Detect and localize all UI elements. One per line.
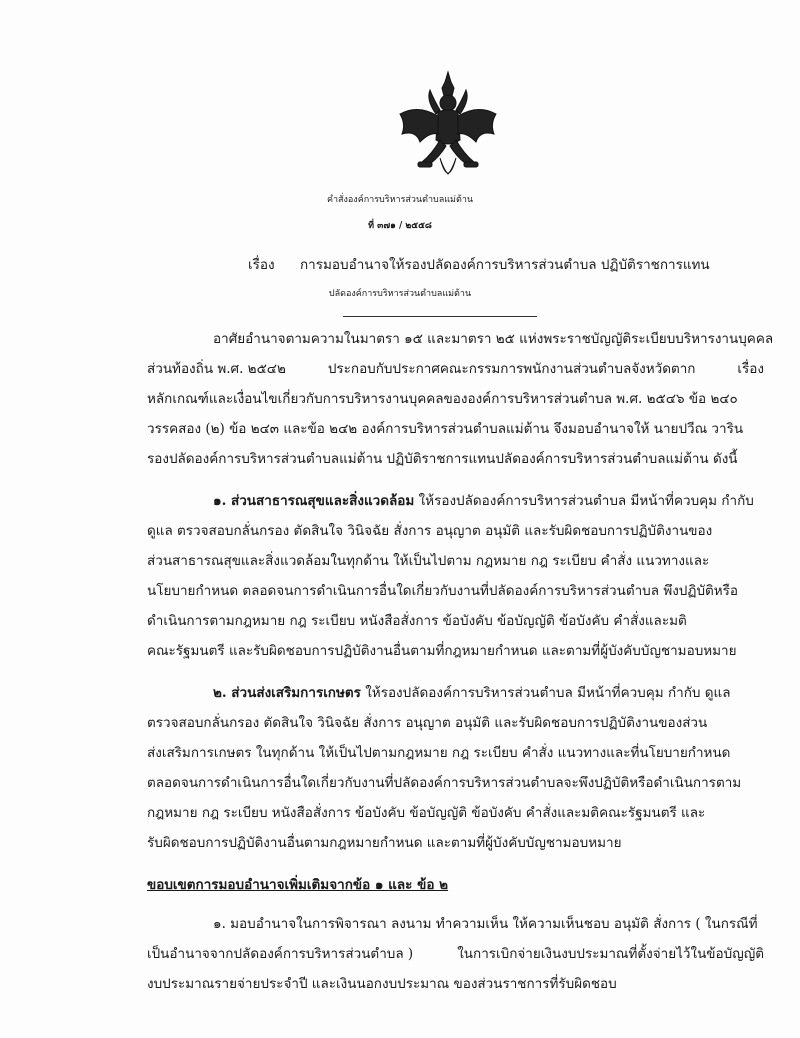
intro-line-2b: ประกอบกับประกาศคณะกรรมการพนักงานส่วนตำบลจังหวัดตาก — [327, 361, 696, 377]
order-title: คำสั่งองค์การบริหารส่วนตำบลแม่ต้าน — [326, 195, 474, 205]
section-2-heading: ๒. ส่วนส่งเสริมการเกษตร — [213, 685, 361, 701]
scope-item-1-line-1: ๑. มอบอำนาจในการพิจารณา ลงนาม ทำความเห็น ให้ความเห็นชอบ อนุมัติ สั่งการ ( ในกรณีที่ — [213, 916, 758, 932]
order-number: ที่ ๓๗๑ / ๒๕๕๘ — [368, 221, 432, 231]
section-1-line-5: ดำเนินการตามกฎหมาย กฎ ระเบียบ หนังสือสั่งการ ข้อบังคับ ข้อบัญญัติ ข้อบังคับ คำสั่งและมติ — [147, 613, 687, 629]
intro-line-2c: เรื่อง — [737, 361, 764, 377]
garuda-emblem-icon — [396, 70, 500, 188]
section-2-line-5: กฎหมาย กฎ ระเบียบ หนังสือสั่งการ ข้อบังคับ ข้อบัญญัติ ข้อบังคับ คำสั่งและมติคณะรัฐมนตรี และ — [147, 805, 706, 821]
scope-item-1-line-3: งบประมาณรายจ่ายประจำปี และเงินนอกงบประมาณ ของส่วนราชการที่รับผิดชอบ — [147, 976, 617, 992]
divider-line — [343, 316, 537, 317]
intro-line-5: รองปลัดองค์การบริหารส่วนตำบลแม่ต้าน ปฏิบัติราชการแทนปลัดองค์การบริหารส่วนตำบลแม่ต้าน ดังนี้ — [147, 451, 738, 467]
section-2-line-4: ตลอดจนการดำเนินการอื่นใดเกี่ยวกับงานที่ปลัดองค์การบริหารส่วนตำบลจะพึงปฏิบัติหรือดำเนินการตาม — [147, 775, 742, 791]
section-1-line-1-text: ให้รองปลัดองค์การบริหารส่วนตำบล มีหน้าที่ควบคุม กำกับ — [414, 493, 754, 509]
section-1-line-2: ดูแล ตรวจสอบกลั่นกรอง ตัดสินใจ วินิจฉัย สั่งการ อนุญาต อนุมัติ และรับผิดชอบการปฏิบัติงานของ — [147, 523, 713, 539]
scope-heading: ขอบเขตการมอบอำนาจเพิ่มเติมจากข้อ ๑ และ ข้อ ๒ — [147, 877, 449, 893]
scope-item-1-line-2 — [147, 945, 764, 963]
scope-item-1-line-2a: เป็นอำนาจจากปลัดองค์การบริหารส่วนตำบล ) — [147, 946, 414, 962]
subject-label: เรื่อง — [248, 257, 275, 273]
subject-line-1: การมอบอำนาจให้รองปลัดองค์การบริหารส่วนตำบล ปฏิบัติราชการแทน — [300, 257, 710, 273]
section-1-line-6: คณะรัฐมนตรี และรับผิดชอบการปฏิบัติงานอื่นตามที่กฎหมายกำหนด และตามที่ผู้บังคับบัญชามอบหมาย — [147, 643, 737, 659]
intro-line-1: อาศัยอำนาจตามความในมาตรา ๑๕ และมาตรา ๒๕ แห่งพระราชบัญญัติระเบียบบริหารงานบุคคล — [213, 331, 774, 347]
intro-line-3: หลักเกณฑ์และเงื่อนไขเกี่ยวกับการบริหารงานบุคคลขององค์การบริหารส่วนตำบล พ.ศ. ๒๕๔๖ ข้อ ๒๔๐ — [147, 391, 738, 407]
section-1-line-4: นโยบายกำหนด ตลอดจนการดำเนินการอื่นใดเกี่ยวกับงานที่ปลัดองค์การบริหารส่วนตำบล พึงปฏิบัติหรือ — [147, 583, 739, 599]
section-1-line-1 — [213, 492, 754, 510]
intro-line-2 — [147, 360, 764, 378]
scope-item-1-line-2b: ในการเบิกจ่ายเงินงบประมาณที่ตั้งจ่ายไว้ในข้อบัญญัติ — [457, 946, 764, 962]
section-2-line-1 — [213, 684, 731, 702]
section-2-line-6: รับผิดชอบการปฏิบัติงานอื่นตามกฎหมายกำหนด และตามที่ผู้บังคับบัญชามอบหมาย — [147, 835, 622, 851]
subject-line-2: ปลัดองค์การบริหารส่วนตำบลแม่ต้าน — [328, 289, 472, 299]
section-2-line-1-text: ให้รองปลัดองค์การบริหารส่วนตำบล มีหน้าที่ควบคุม กำกับ ดูแล — [360, 685, 731, 701]
intro-line-4: วรรคสอง (๒) ข้อ ๒๔๓ และข้อ ๒๔๒ องค์การบริหารส่วนตำบลแม่ต้าน จึงมอบอำนาจให้ นายปวีณ วาริน — [147, 421, 744, 437]
section-1-heading: ๑. ส่วนสาธารณสุขและสิ่งแวดล้อม — [213, 493, 415, 509]
intro-line-2a: ส่วนท้องถิ่น พ.ศ. ๒๕๔๒ — [147, 361, 286, 377]
section-1-line-3: ส่วนสาธารณสุขและสิ่งแวดล้อมในทุกด้าน ให้เป็นไปตาม กฎหมาย กฎ ระเบียบ คำสั่ง แนวทางและ — [147, 553, 710, 569]
section-2-line-2: ตรวจสอบกลั่นกรอง ตัดสินใจ วินิจฉัย สั่งการ อนุญาต อนุมัติ และรับผิดชอบการปฏิบัติงานของส่วน — [147, 715, 708, 731]
section-2-line-3: ส่งเสริมการเกษตร ในทุกด้าน ให้เป็นไปตามกฎหมาย กฎ ระเบียบ คำสั่ง แนวทางและที่นโยบายกำหนด — [147, 745, 731, 761]
